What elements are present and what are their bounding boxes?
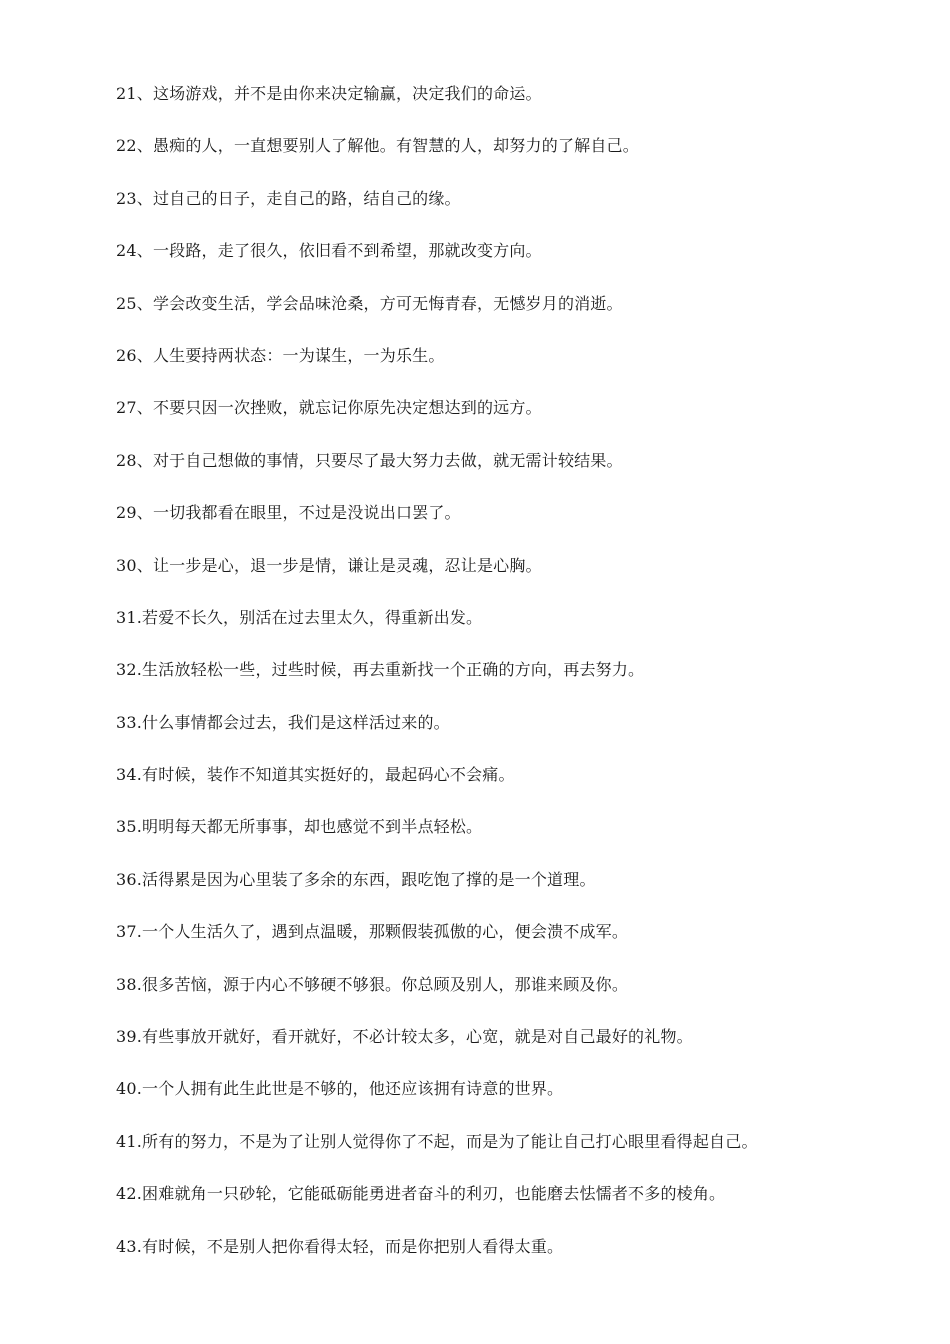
quote-line: 39.有些事放开就好，看开就好，不必计较太多，心宽，就是对自己最好的礼物。 [116,1027,693,1047]
quote-line: 28、对于自己想做的事情，只要尽了最大努力去做，就无需计较结果。 [116,450,623,470]
quote-line: 33.什么事情都会过去，我们是这样活过来的。 [116,712,450,732]
quote-line: 30、让一步是心，退一步是情，谦让是灵魂，忍让是心胸。 [116,555,542,575]
quote-line: 36.活得累是因为心里装了多余的东西，跟吃饱了撑的是一个道理。 [116,869,596,889]
quote-line: 43.有时候，不是别人把你看得太轻，而是你把别人看得太重。 [116,1236,564,1256]
quote-line: 27、不要只因一次挫败，就忘记你原先决定想达到的远方。 [116,398,542,418]
quote-line: 26、人生要持两状态：一为谋生，一为乐生。 [116,345,445,365]
quote-list [116,81,916,1286]
quote-line: 35.明明每天都无所事事，却也感觉不到半点轻松。 [116,817,483,837]
quote-line: 34.有时候，装作不知道其实挺好的，最起码心不会痛。 [116,765,515,785]
quote-line: 21、这场游戏，并不是由你来决定输赢，决定我们的命运。 [116,84,542,103]
quote-line: 38.很多苦恼，源于内心不够硬不够狠。你总顾及别人，那谁来顾及你。 [116,974,629,994]
quote-line: 31.若爱不长久，别活在过去里太久，得重新出发。 [116,607,483,627]
quote-line: 37.一个人生活久了，遇到点温暖，那颗假装孤傲的心，便会溃不成军。 [116,922,629,942]
quote-line: 40.一个人拥有此生此世是不够的，他还应该拥有诗意的世界。 [116,1079,564,1099]
quote-line: 23、过自己的日子，走自己的路，结自己的缘。 [116,188,461,208]
quote-line: 32.生活放轻松一些，过些时候，再去重新找一个正确的方向，再去努力。 [116,660,645,680]
quote-line: 25、学会改变生活，学会品味沧桑，方可无悔青春，无憾岁月的消逝。 [116,293,623,313]
quote-line: 29、一切我都看在眼里，不过是没说出口罢了。 [116,503,461,523]
quote-line: 22、愚痴的人，一直想要别人了解他。有智慧的人，却努力的了解自己。 [116,136,639,156]
quote-line: 24、一段路，走了很久，依旧看不到希望，那就改变方向。 [116,241,542,261]
quote-line: 41.所有的努力，不是为了让别人觉得你了不起，而是为了能让自己打心眼里看得起自己。 [116,1131,758,1151]
quote-line: 42.困难就角一只砂轮，它能砥砺能勇进者奋斗的利刃，也能磨去怯懦者不多的棱角。 [116,1184,726,1204]
